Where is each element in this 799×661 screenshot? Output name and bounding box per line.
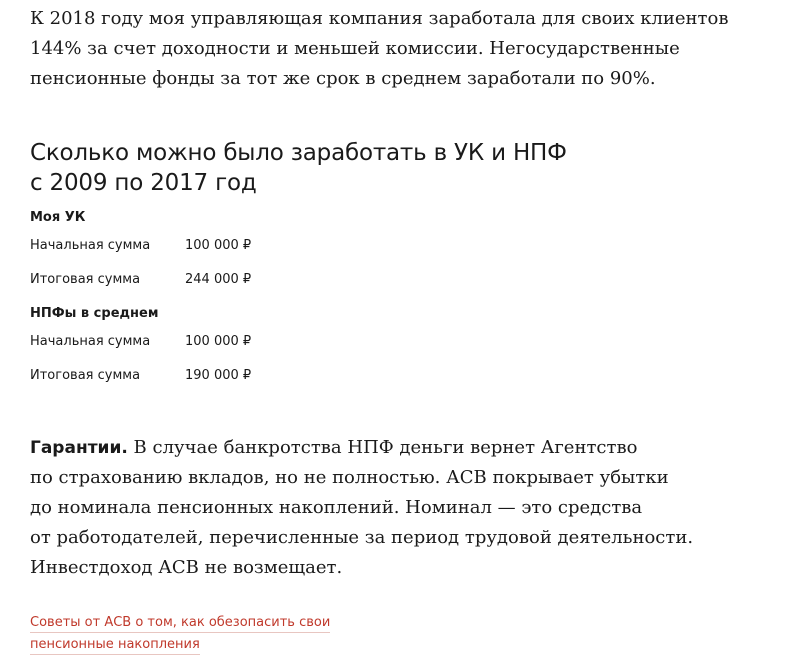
- table-row: [30, 237, 430, 255]
- guarantee-lead: Гарантии.: [30, 438, 128, 458]
- guarantee-line: от работодателей, перечисленные за период трудовой деятельности.: [30, 527, 694, 548]
- row-label: Итоговая сумма: [30, 368, 141, 383]
- intro-line: пенсионные фонды за тот же срок в среднем заработали по 90%.: [30, 68, 656, 89]
- guarantee-line: до номинала пенсионных накоплений. Номинал — это средства: [30, 497, 643, 518]
- link-line[interactable]: пенсионные накопления: [30, 635, 200, 655]
- guarantee-line: [30, 433, 693, 463]
- table-title-line: Сколько можно было заработать в УК и НПФ: [30, 140, 567, 166]
- guarantee-first-line-text: В случае банкротства НПФ деньги вернет Агентство: [127, 437, 638, 458]
- row-value: 244 000 ₽: [185, 272, 252, 287]
- intro-line: 144% за счет доходности и меньшей комиссии. Негосударственные: [30, 38, 680, 59]
- row-value: 190 000 ₽: [185, 368, 252, 383]
- table-row: [30, 367, 430, 385]
- group-title-npf-average: НПФы в среднем: [30, 306, 159, 321]
- table-title-line: с 2009 по 2017 год: [30, 170, 257, 196]
- table-row: [30, 333, 430, 351]
- row-value: 100 000 ₽: [185, 238, 252, 253]
- guarantee-line: по страхованию вкладов, но не полностью. АСВ покрывает убытки: [30, 467, 669, 488]
- row-value: 100 000 ₽: [185, 334, 252, 349]
- link-line[interactable]: Советы от АСВ о том, как обезопасить свои: [30, 613, 330, 633]
- guarantee-paragraph: [30, 433, 693, 583]
- asv-advice-link[interactable]: [30, 612, 330, 656]
- table-title: [30, 138, 567, 198]
- table-row: [30, 271, 430, 289]
- row-label: Итоговая сумма: [30, 272, 141, 287]
- group-title-my-uk: Моя УК: [30, 210, 86, 225]
- row-label: Начальная сумма: [30, 334, 151, 349]
- guarantee-line: Инвестдоход АСВ не возмещает.: [30, 557, 343, 578]
- intro-line: К 2018 году моя управляющая компания заработала для своих клиентов: [30, 8, 729, 29]
- row-label: Начальная сумма: [30, 238, 151, 253]
- intro-paragraph: [30, 4, 728, 94]
